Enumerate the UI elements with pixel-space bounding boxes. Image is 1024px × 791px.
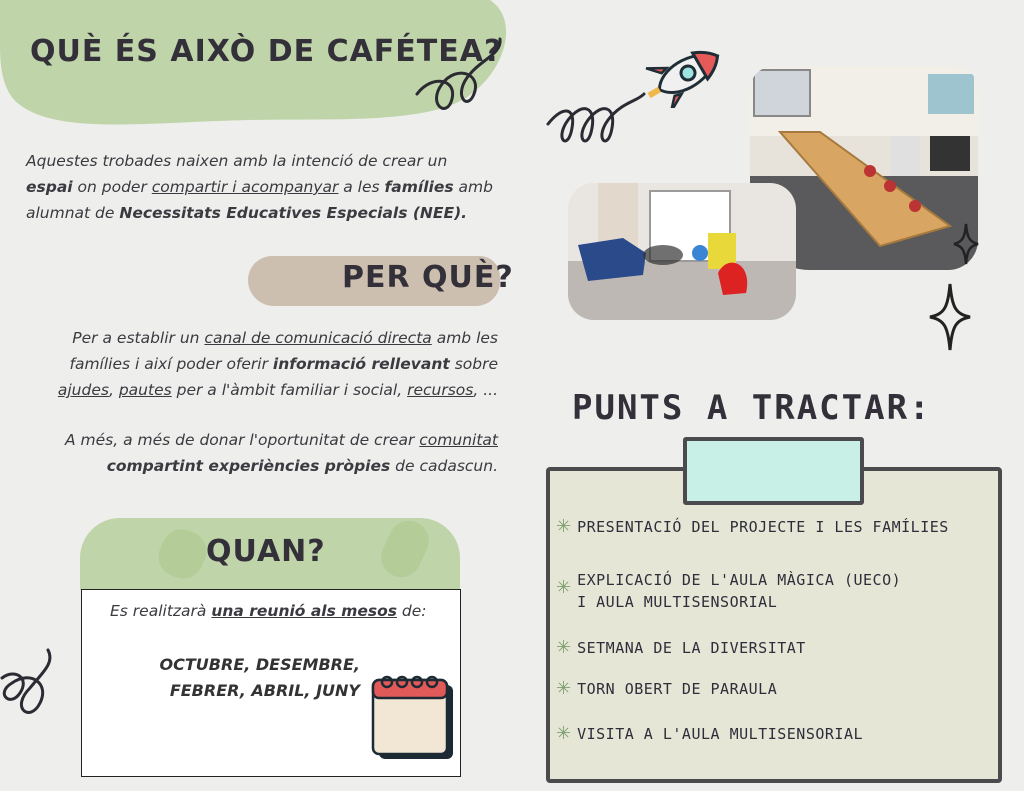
- topic-item: [556, 569, 901, 613]
- topic-text: TORN OBERT DE PARAULA: [577, 680, 778, 698]
- swirl-icon: [0, 648, 60, 733]
- intro-paragraph: Aquestes trobades naixen amb la intenció de crear un espai on poder compartir i acompanyar a les famílies amb alumnat de Necessitats Educatives Especials (NEE).: [26, 152, 493, 222]
- asterisk-bullet-icon: ✳: [556, 516, 572, 537]
- sparkle-icon: [928, 282, 972, 352]
- asterisk-bullet-icon: ✳: [556, 577, 572, 598]
- topic-item: [556, 723, 863, 745]
- tape-decoration: [683, 437, 864, 505]
- spring-icon: [544, 84, 654, 156]
- swirl-icon: [412, 34, 512, 124]
- section-title-when: QUAN?: [206, 534, 326, 569]
- months-list: OCTUBRE, DESEMBRE, FEBRER, ABRIL, JUNY: [159, 655, 360, 700]
- asterisk-bullet-icon: ✳: [556, 678, 572, 699]
- topic-item: [556, 637, 806, 659]
- asterisk-bullet-icon: ✳: [556, 723, 572, 744]
- sparkle-icon: [952, 222, 980, 266]
- topic-text: VISITA A L'AULA MULTISENSORIAL: [577, 725, 864, 743]
- topic-text: SETMANA DE LA DIVERSITAT: [577, 639, 806, 657]
- topic-text: PRESENTACIÓ DEL PROJECTE I LES FAMÍLIES: [577, 518, 949, 536]
- topic-text: I AULA MULTISENSORIAL: [577, 593, 778, 611]
- topic-item: [556, 678, 777, 700]
- section-title-why: PER QUÈ?: [342, 260, 514, 295]
- topic-text: EXPLICACIÓ DE L'AULA MÀGICA (UECO): [577, 571, 902, 589]
- topic-item: [556, 516, 949, 538]
- why-paragraph: Per a establir un canal de comunicació directa amb les famílies i així poder oferir informació rellevant sobre ajudes, pautes per a l'àmbit familiar i social, recursos, ... A més, a més de donar l'oportunitat de crear comunitat compartint experiències pròpies de cadascun.: [57, 329, 498, 475]
- when-intro: Es realitzarà una reunió als mesos de:: [110, 602, 427, 620]
- multisensory-room-photo: [568, 183, 796, 320]
- section-title-topics: PUNTS A TRACTAR:: [572, 388, 932, 428]
- rocket-icon: [640, 38, 735, 108]
- section-title-what: QUÈ ÉS AIXÒ DE CAFÉTEA?: [30, 34, 503, 69]
- asterisk-bullet-icon: ✳: [556, 637, 572, 658]
- calendar-icon: [370, 675, 456, 761]
